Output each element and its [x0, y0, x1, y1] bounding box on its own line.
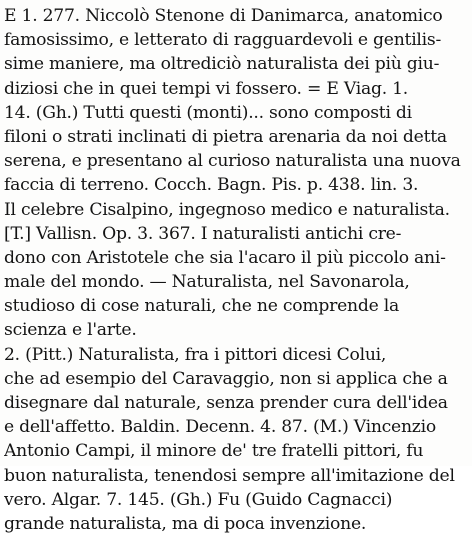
text-line-3: sime maniere, ma oltrediciò naturalista dei più giu- [4, 54, 440, 75]
text-line-4: diziosi che in quei tempi vi fossero. = E Viag. 1. [4, 78, 409, 99]
text-line-6: filoni o strati inclinati di pietra arenaria da noi detta [4, 126, 447, 147]
text-line-20: buon naturalista, tenendosi sempre all'imitazione del [4, 465, 455, 486]
text-line-12: male del mondo. — Naturalista, nel Savonarola, [4, 272, 410, 293]
text-line-7: serena, e presentano al curioso naturalista una nuova [4, 151, 461, 172]
text-line-15: 2. (Pitt.) Naturalista, fra i pittori dicesi Colui, [4, 344, 387, 365]
text-line-17: disegnare dal naturale, senza prender cura dell'idea [4, 393, 448, 413]
text-line-13: studioso di cose naturali, che ne comprende la [4, 296, 399, 317]
text-line-5: 14. (Gh.) Tutti questi (monti)... sono composti di [4, 102, 412, 123]
text-line-11: dono con Aristotele che sia l'acaro il più piccolo ani- [4, 247, 446, 268]
dictionary-entry-naturalista [4, 4, 468, 536]
text-line-9: Il celebre Cisalpino, ingegnoso medico e naturalista. [4, 199, 450, 220]
text-line-10: [T.] Vallisn. Op. 3. 367. I naturalisti antichi cre- [4, 223, 402, 244]
text-line-8: faccia di terreno. Cocch. Bagn. Pis. p. 438. lin. 3. [4, 175, 419, 196]
text-line-22: grande naturalista, ma di poca invenzione. [4, 513, 367, 534]
text-line-14: scienza e l'arte. [4, 320, 137, 341]
text-line-2: famosissimo, e letterato di ragguardevoli e gentilis- [4, 30, 442, 51]
text-line-19: Antonio Campi, il minore de' tre fratelli pittori, fu [4, 441, 424, 462]
text-line-1: E 1. 277. Niccolò Stenone di Danimarca, anatomico [4, 6, 443, 26]
text-line-21: vero. Algar. 7. 145. (Gh.) Fu (Guido Cagnacci) [4, 489, 393, 510]
text-line-18: e dell'affetto. Baldin. Decenn. 4. 87. (M.) Vincenzio [4, 417, 436, 438]
text-line-16: che ad esempio del Caravaggio, non si applica che a [4, 368, 448, 389]
